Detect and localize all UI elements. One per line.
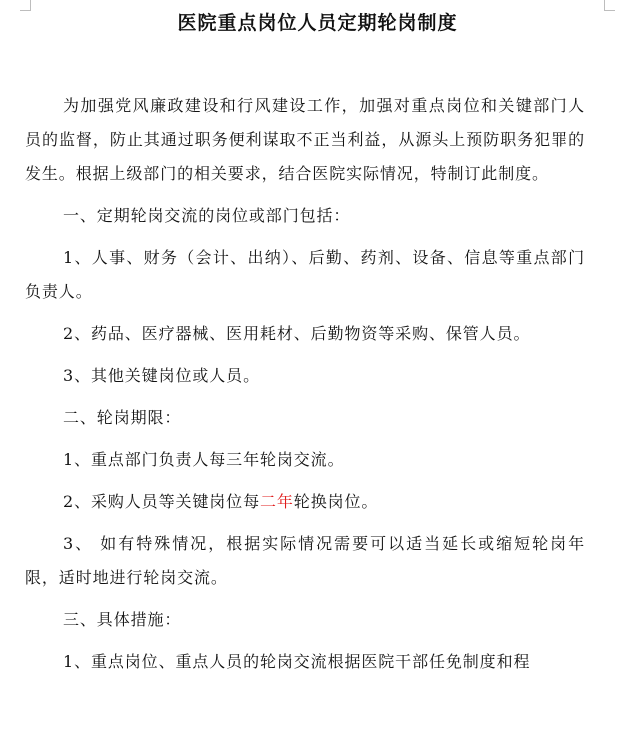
list-item-text: 2、采购人员等关键岗位每 [63, 492, 260, 511]
section-heading-1: 一、定期轮岗交流的岗位或部门包括： [63, 206, 351, 225]
list-item: 3、其他关键岗位或人员。 [63, 366, 260, 385]
list-item [25, 485, 585, 519]
list-item: 2、药品、医疗器械、医用耗材、后勤物资等采购、保管人员。 [63, 324, 531, 343]
intro-paragraph: 为加强党风廉政建设和行风建设工作，加强对重点岗位和关键部门人员的监督，防止其通过职务便利谋取不正当利益，从源头上预防职务犯罪的发生。根据上级部门的相关要求，结合医院实际情况，特制订此制度。 [25, 96, 585, 183]
list-item: 1、人事、财务（会计、出纳）、后勤、药剂、设备、信息等重点部门负责人。 [25, 248, 585, 301]
highlighted-term: 二年 [259, 492, 294, 511]
section-heading-3: 三、具体措施： [63, 610, 182, 629]
list-item: 1、重点岗位、重点人员的轮岗交流根据医院干部任免制度和程 [63, 652, 531, 671]
list-item-text: 轮换岗位。 [293, 492, 379, 511]
list-item: 1、重点部门负责人每三年轮岗交流。 [63, 450, 345, 469]
document-title: 医院重点岗位人员定期轮岗制度 [177, 12, 458, 34]
document-body [25, 89, 585, 687]
section-heading-2: 二、轮岗期限： [63, 408, 182, 427]
list-item: 3、 如有特殊情况，根据实际情况需要可以适当延长或缩短轮岗年限，适时地进行轮岗交流。 [25, 534, 585, 587]
